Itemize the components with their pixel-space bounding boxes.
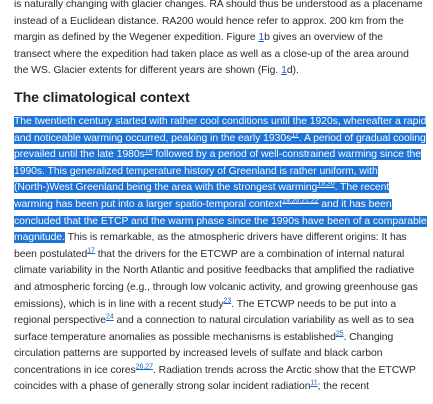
reference-link[interactable]: 23 (223, 297, 232, 305)
selected-text-part: . The recent warming has been put into a larger spatio-temporal context (14, 182, 390, 210)
body-text-part: and a connection to natural circulation variability as well as to sea surface temperature anomalies as possible mechanisms is established (14, 315, 414, 343)
intro-line-2: instead of a Euclidean distance. RA200 would hence refer to approx. 200 km from the (14, 15, 404, 27)
intro-line-4: transect where the expedition had taken place as well as a close-up of the area around (14, 48, 409, 60)
intro-line-1: is naturally changing with glacier changes. RA should thus be understood as a placename (14, 0, 423, 10)
section-heading: The climatological context (14, 89, 190, 106)
intro-line-3b: b gives an overview of the (264, 32, 383, 44)
intro-line-5b: d). (286, 65, 299, 77)
selected-text-part: The twentieth century started with rather cool conditions until the 1920s, whereafter a rapid and noticeable warming occurred, peaking in the early 1930s (14, 115, 427, 144)
article-body (14, 0, 428, 396)
reference-link[interactable]: 17 (87, 247, 95, 255)
reference-link[interactable]: 19,20,21,22 (281, 197, 319, 205)
reference-link[interactable]: 17 (291, 131, 299, 139)
reference-link[interactable]: 26,27 (135, 363, 153, 371)
body-text-part: This is remarkable, as the atmospheric drivers have different origins: It has been postulated (14, 232, 407, 260)
reference-link[interactable]: 25 (335, 330, 344, 338)
figure-1b-link[interactable]: 1 (258, 32, 265, 44)
intro-line-5: the WS. Glacier extents for different years are shown (Fig. (14, 65, 282, 77)
selected-text-part: . A period of gradual cooling prevailed until the late 1980s (14, 132, 426, 161)
body-text-part: . Radiation trends across the Arctic show that the ETCWP coincides with a phase of generally strong solar incident radiation (14, 364, 416, 393)
body-text-part: . The ETCWP needs to be put into a regional perspective (14, 298, 397, 327)
reference-link[interactable]: 11 (310, 380, 318, 387)
body-text-part: that the drivers for the ETCWP are a combination of internal natural climate variability in the North Atlantic and positive feedbacks that amplified the radiative and atmospheric forcing (e.g., through low volcanic activity, and growing greenhouse gas emissions), which is in line with a recent study (14, 248, 418, 310)
reference-link[interactable]: 18 (144, 147, 153, 155)
intro-paragraph (14, 0, 428, 80)
selected-text-part: and it has been concluded that the ETCP and the warm phase since the 1990s have been of a comparable magnitude. (14, 198, 427, 244)
selected-text[interactable] (14, 116, 427, 243)
intro-line-3: margin as defined by the Wegener expedition. Figure (14, 32, 259, 44)
body-text-part: . Changing circulation patterns are supported by increased levels of sulfate and black carbon concentrations in ice cores (14, 331, 394, 376)
selected-text-part: followed by a period of well-constrained warming since the 1990s. This generalized temperature history of Greenland is rather uniform, with (North-)West Greenland being the area with the strongest warming (14, 149, 421, 194)
climate-paragraph[interactable] (14, 114, 428, 396)
reference-link[interactable]: 24 (106, 313, 114, 321)
body-text-part: ; the recent (317, 381, 369, 393)
reference-link[interactable]: 19,20 (317, 180, 335, 188)
figure-1d-link[interactable]: 1 (281, 65, 287, 77)
